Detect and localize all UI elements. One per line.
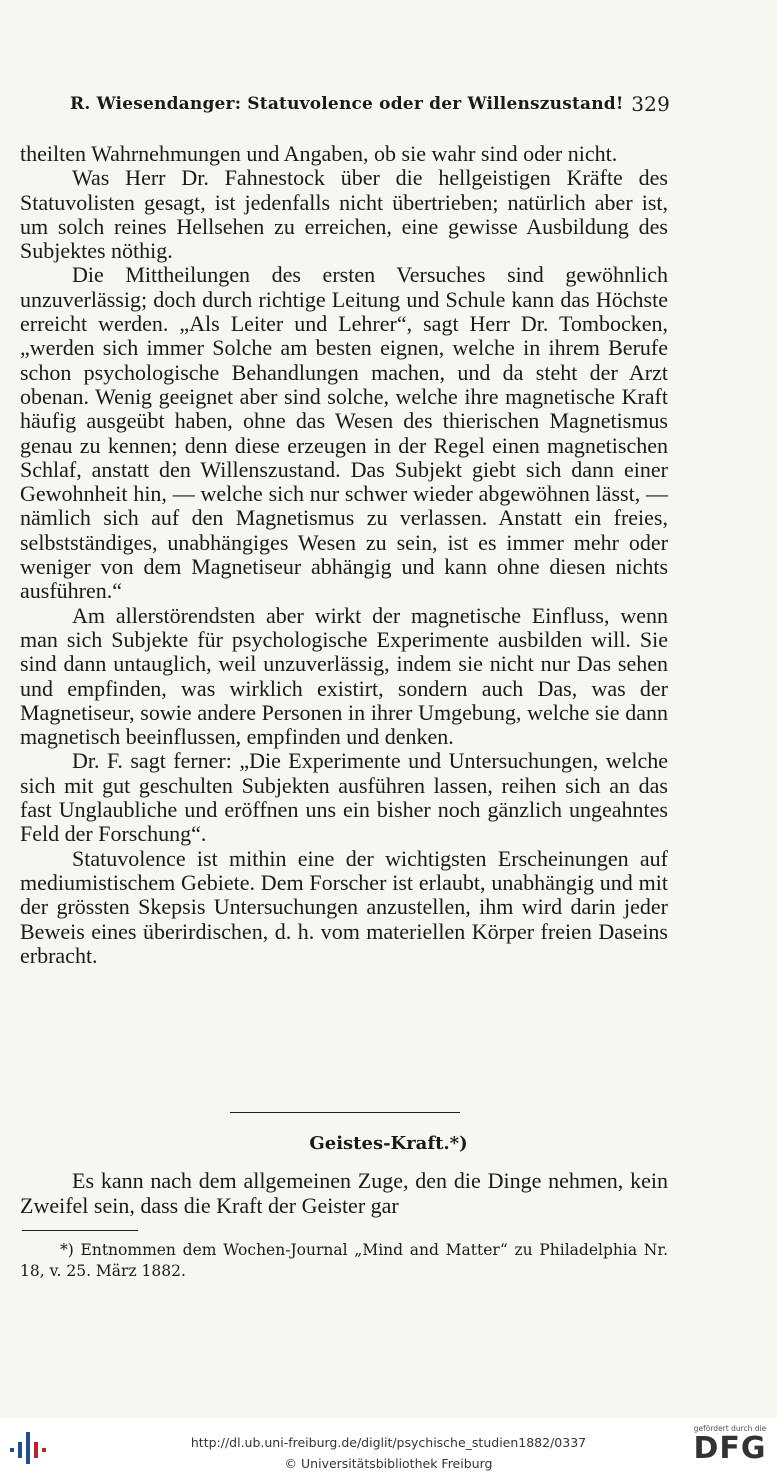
page-number: 329: [631, 92, 670, 116]
footnote: [20, 1240, 668, 1282]
copyright-notice: © Universitätsbibliothek Freiburg: [284, 1456, 493, 1471]
section-divider: [230, 1112, 460, 1113]
section-text: [20, 1168, 668, 1218]
section-paragraph: Es kann nach dem allgemeinen Zuge, den die Dinge nehmen, kein Zweifel sein, dass die Kraft der Geister gar: [20, 1168, 668, 1218]
dfg-logo: [689, 1424, 771, 1472]
source-url[interactable]: http://dl.ub.uni-freiburg.de/diglit/psychische_studien1882/0337: [190, 1435, 587, 1450]
body-text: [20, 142, 668, 968]
footnote-text: *) Entnommen dem Wochen-Journal „Mind and Matter“ zu Philadelphia Nr. 18, v. 25. März 1882.: [20, 1241, 668, 1280]
footnote-divider: [22, 1230, 138, 1231]
paragraph-1: theilten Wahrnehmungen und Angaben, ob sie wahr sind oder nicht.: [20, 141, 618, 166]
section-heading: Geistes-Kraft.*): [309, 1133, 468, 1154]
paragraph-2: Was Herr Dr. Fahnestock über die hellgeistigen Kräfte des Statuvolisten gesagt, ist jedenfalls nicht übertrieben; natürlich aber ist, um solch reines Hellsehen zu erreichen, eine gewisse Ausbildung des Subjektes nöthig.: [20, 165, 668, 264]
viewer-footer: [0, 1418, 777, 1477]
running-head: [70, 94, 670, 114]
running-head-title: R. Wiesendanger: Statuvolence oder der Willenszustand!: [70, 94, 624, 114]
paragraph-3: Die Mittheilungen des ersten Versuches sind gewöhnlich unzuverlässig; doch durch richtige Leitung und Schule kann das Höchste erreicht werden. „Als Leiter und Lehrer“, sagt Herr Dr. Tombocken, „werden sich immer Solche am besten eignen, welche in ihrem Berufe schon psychologische Behandlungen machen, und da steht der Arzt obenan. Wenig geeignet aber sind solche, welche ihre magnetische Kraft häufig ausgeübt haben, ohne das Wesen des thierischen Magnetismus genau zu kennen; denn diese erzeugen in der Regel einen magnetischen Schlaf, anstatt den Willenszustand. Das Subjekt giebt sich dann einer Gewohnheit hin, — welche sich nur schwer wieder abgewöhnen lässt, — nämlich sich auf den Magnetismus zu verlassen. Anstatt ein freies, selbstständiges, unabhängiges Wesen zu sein, ist es immer mehr oder weniger von dem Magnetiseur abhängig und kann ohne diesen nichts ausführen.“: [20, 262, 668, 604]
paragraph-4: Am allerstörendsten aber wirkt der magnetische Einfluss, wenn man sich Subjekte für psychologische Experimente ausbilden will. Sie sind dann untauglich, weil unzuverlässig, indem sie nicht nur Das sehen und empfinden, was wirklich existirt, sondern auch Das, was der Magnetiseur, sowie andere Personen in ihrer Umgebung, welche sie dann magnetisch beeinflussen, empfinden und denken.: [20, 602, 668, 750]
paragraph-6: Statuvolence ist mithin eine der wichtigsten Erscheinungen auf mediumistischem Gebiete. Dem Forscher ist erlaubt, unabhängig und mit der grössten Skepsis Untersuchungen anzustellen, ihm wird darin jeder Beweis eines überirdischen, d. h. vom materiellen Körper freien Daseins erbracht.: [20, 845, 668, 968]
paragraph-5: Dr. F. sagt ferner: „Die Experimente und Untersuchungen, welche sich mit gut geschulten Subjekten ausführen lassen, reihen sich an das fast Unglaubliche und eröffnen uns ein bisher noch gänzlich ungeahntes Feld der Forschung“.: [20, 748, 668, 847]
dfg-logo-text: DFG: [693, 1431, 767, 1466]
funder-caption: gefördert durch die: [693, 1424, 767, 1433]
